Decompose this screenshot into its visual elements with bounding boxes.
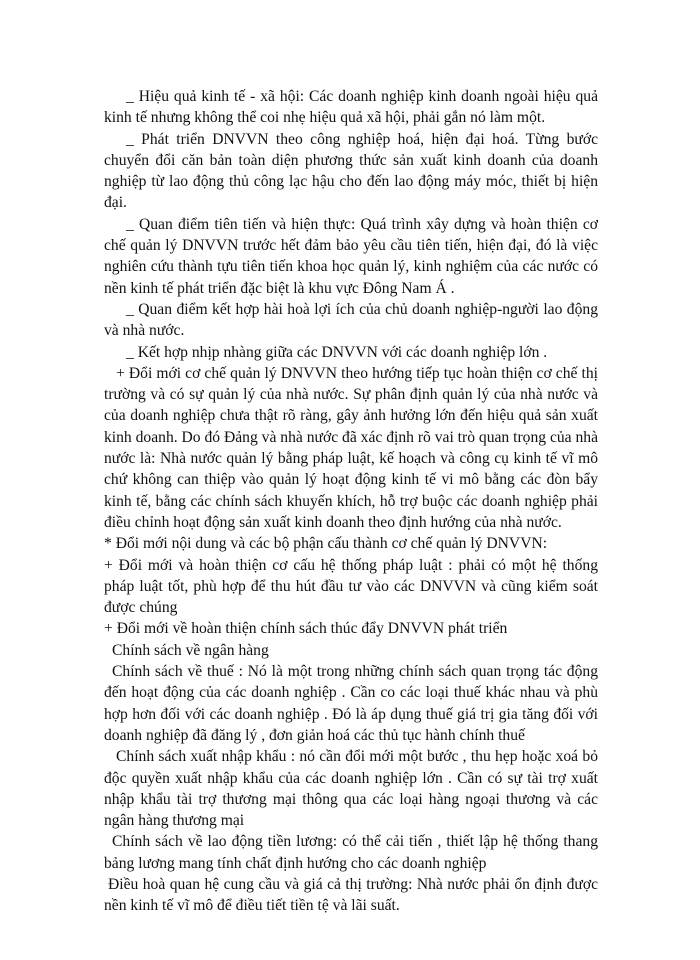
paragraph-banking-policy: Chính sách về ngân hàng [112,641,269,659]
paragraph-harmonious-interests: _ Quan điểm kết hợp hài hoà lợi ích của chủ doanh nghiệp-người lao động và nhà nước. [104,300,598,340]
paragraph-policy-reform: + Đổi mới về hoàn thiện chính sách thúc đẩy DNVVN phát triển [104,620,508,638]
paragraph-industrialization: _ Phát triển DNVVN theo công nghiệp hoá, hiện đại hoá. Từng bước chuyển đổi căn bản toàn diện phương thức sản xuất kinh doanh của doanh nghiệp từ lao động thủ công lạc hậu cho đến lao động máy móc, thiết bị hiện đại. [104,130,598,212]
paragraph-social-economic-efficiency: _ Hiệu quả kinh tế - xã hội: Các doanh nghiệp kinh doanh ngoài hiệu quả kinh tế nhưng không thể coi nhẹ hiệu quả xã hội, phải gắn nó làm một. [104,88,598,127]
paragraph-sme-large-enterprise: _ Kết hợp nhịp nhàng giữa các DNVVN với các doanh nghiệp lớn . [126,343,548,361]
paragraph-content-reform-heading: * Đổi mới nội dung và các bộ phận cấu thành cơ chế quản lý DNVVN: [104,535,548,553]
paragraph-advanced-viewpoint: _ Quan điểm tiên tiến và hiện thực: Quá trình xây dựng và hoàn thiện cơ chế quản lý DNVVN trước hết đảm bảo yêu cầu tiên tiến, hiện đại, đó là việc nghiên cứu thành tựu tiên tiến khoa học quản lý, kinh nghiệm của các nước có nền kinh tế phát triển đặc biệt là khu vực Đông Nam Á . [104,215,598,297]
paragraph-tax-policy: Chính sách về thuế : Nó là một trong những chính sách quan trọng tác động đến hoạt động của các doanh nghiệp . Cần co các loại thuế khác nhau và phù hợp hơn đối với các doanh nghiệp . Đó là áp dụng thuế giá trị gia tăng đối với doanh nghiệp đã đăng lý , đơn giản hoá các thủ tục hành chính thuế [104,663,598,744]
paragraph-labor-wage-policy: Chính sách về lao động tiền lương: có thể cải tiến , thiết lập hệ thống thang bảng lương mang tính chất định hướng cho các doanh nghiệp [104,833,598,872]
document-page [104,86,598,917]
paragraph-legal-system: + Đổi mới và hoàn thiện cơ cấu hệ thống pháp luật : phải có một hệ thống pháp luật tốt, phù hợp để thu hút đầu tư vào các DNVVN và cũng kiểm soát được chúng [104,556,598,617]
paragraph-supply-demand: Điều hoà quan hệ cung cầu và giá cả thị trường: Nhà nước phải ổn định được nền kinh tế vĩ mô để điều tiết tiền tệ và lãi suất. [104,875,598,915]
paragraph-import-export-policy: Chính sách xuất nhập khẩu : nó cần đổi mới một bước , thu hẹp hoặc xoá bỏ độc quyền xuất nhập khẩu của các doanh nghiệp lớn . Cần có sự tài trợ xuất nhập khẩu tài trợ thương mại thông qua các loại hàng ngoại thương và các ngân hàng thương mại [104,748,598,830]
paragraph-management-reform: + Đổi mới cơ chế quản lý DNVVN theo hướng tiếp tục hoàn thiện cơ chế thị trường và có sự quản lý của nhà nước. Sự phân định quản lý của nhà nước và của doanh nghiệp chưa thật rõ ràng, gây ảnh hưởng lớn đến hiệu quả sản xuất kinh doanh. Do đó Đảng và nhà nước đã xác định rõ vai trò quan trọng của nhà nước là: Nhà nước quản lý bằng pháp luật, kế hoạch và công cụ kinh tế vĩ mô chứ không can thiệp vào quản lý hoạt động kinh tế vi mô bằng các đòn bẩy kinh tế, bằng các chính sách khuyến khích, hỗ trợ buộc các doanh nghiệp phải điều chỉnh hoạt động sản xuất kinh doanh theo định hướng của nhà nước. [104,364,598,531]
